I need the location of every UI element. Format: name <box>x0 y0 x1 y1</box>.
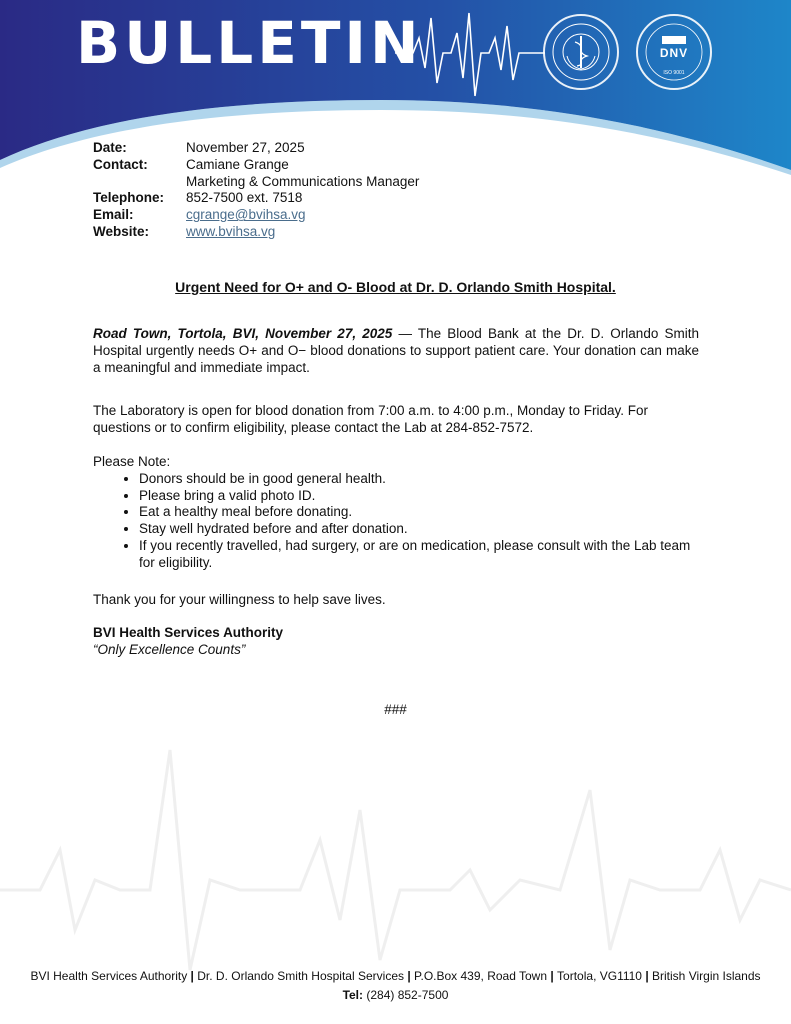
email-row <box>93 207 419 224</box>
notes-section <box>93 454 699 572</box>
footer-hospital: Dr. D. Orlando Smith Hospital Services <box>197 969 404 983</box>
bulletin-headline: Urgent Need for O+ and O- Blood at Dr. D. Orlando Smith Hospital. <box>175 279 616 295</box>
bulletin-title: BULLETIN <box>76 9 423 77</box>
contact-row <box>93 157 419 174</box>
contact-name: Camiane Grange <box>186 156 289 172</box>
intro-paragraph <box>93 326 699 376</box>
contact-label: Contact: <box>93 156 148 172</box>
footer-country: British Virgin Islands <box>652 969 761 983</box>
footer-address <box>0 969 791 983</box>
hours-paragraph: The Laboratory is open for blood donation from 7:00 a.m. to 4:00 p.m., Monday to Friday. For questions or to confirm eligibility, please contact the Lab at 284-852-7572. <box>93 403 649 435</box>
ecg-watermark-icon <box>0 730 791 980</box>
footer-telephone <box>0 988 791 1002</box>
email-label: Email: <box>93 207 134 223</box>
signature-motto: “Only Excellence Counts” <box>93 641 246 657</box>
list-item: • Eat a healthy meal before donating. <box>139 504 699 521</box>
signature-block <box>93 625 699 659</box>
footer-separator: | <box>641 969 653 983</box>
contact-title-row <box>93 174 419 191</box>
date-row <box>93 140 419 157</box>
footer-org: BVI Health Services Authority <box>30 969 188 983</box>
footer-city: Tortola, VG1110 <box>557 969 642 983</box>
dnv-iso-label: ISO 9001 <box>663 70 685 76</box>
end-mark: ### <box>384 702 407 717</box>
footer-pobox: P.O.Box 439, Road Town <box>414 969 548 983</box>
dateline: Road Town, Tortola, BVI, November 27, 2025 <box>93 326 393 341</box>
bvi-hsa-seal-icon <box>543 14 619 90</box>
dnv-label: DNV <box>659 46 689 60</box>
contact-title: Marketing & Communications Manager <box>186 173 420 189</box>
email-link[interactable]: cgrange@bvihsa.vg <box>186 207 306 223</box>
date-label: Date: <box>93 140 127 155</box>
thanks-paragraph: Thank you for your willingness to help save lives. <box>93 592 386 607</box>
ecg-waveform-icon <box>395 8 545 103</box>
notes-label: Please Note: <box>93 454 171 469</box>
footer-separator: | <box>187 969 198 983</box>
list-item: • Donors should be in good general health. <box>139 471 699 488</box>
website-label: Website: <box>93 223 150 239</box>
intro-text: — The Blood Bank at the Dr. D. Orlando Smith Hospital urgently needs O+ and O− blood donations to support patient care. Your donation can make a meaningful and immediate impact. <box>93 326 699 375</box>
telephone-label: Telephone: <box>93 190 165 206</box>
telephone-row <box>93 190 419 207</box>
footer-tel-value: (284) 852-7500 <box>366 988 449 1002</box>
dnv-certification-seal-icon <box>636 14 712 90</box>
contact-details <box>93 140 419 241</box>
list-item: • If you recently travelled, had surgery, or are on medication, please consult with the Lab team for eligibility. <box>139 538 699 572</box>
footer-tel-label: Tel: <box>342 988 364 1002</box>
date-value: November 27, 2025 <box>186 140 305 155</box>
footer-separator: | <box>547 969 558 983</box>
list-item: • Please bring a valid photo ID. <box>139 488 699 505</box>
notes-list <box>93 471 699 572</box>
signature-org: BVI Health Services Authority <box>93 625 284 640</box>
website-row <box>93 224 419 241</box>
list-item: • Stay well hydrated before and after donation. <box>139 521 699 538</box>
footer-separator: | <box>404 969 415 983</box>
website-link[interactable]: www.bvihsa.vg <box>186 223 276 239</box>
telephone-value: 852-7500 ext. 7518 <box>186 190 303 206</box>
